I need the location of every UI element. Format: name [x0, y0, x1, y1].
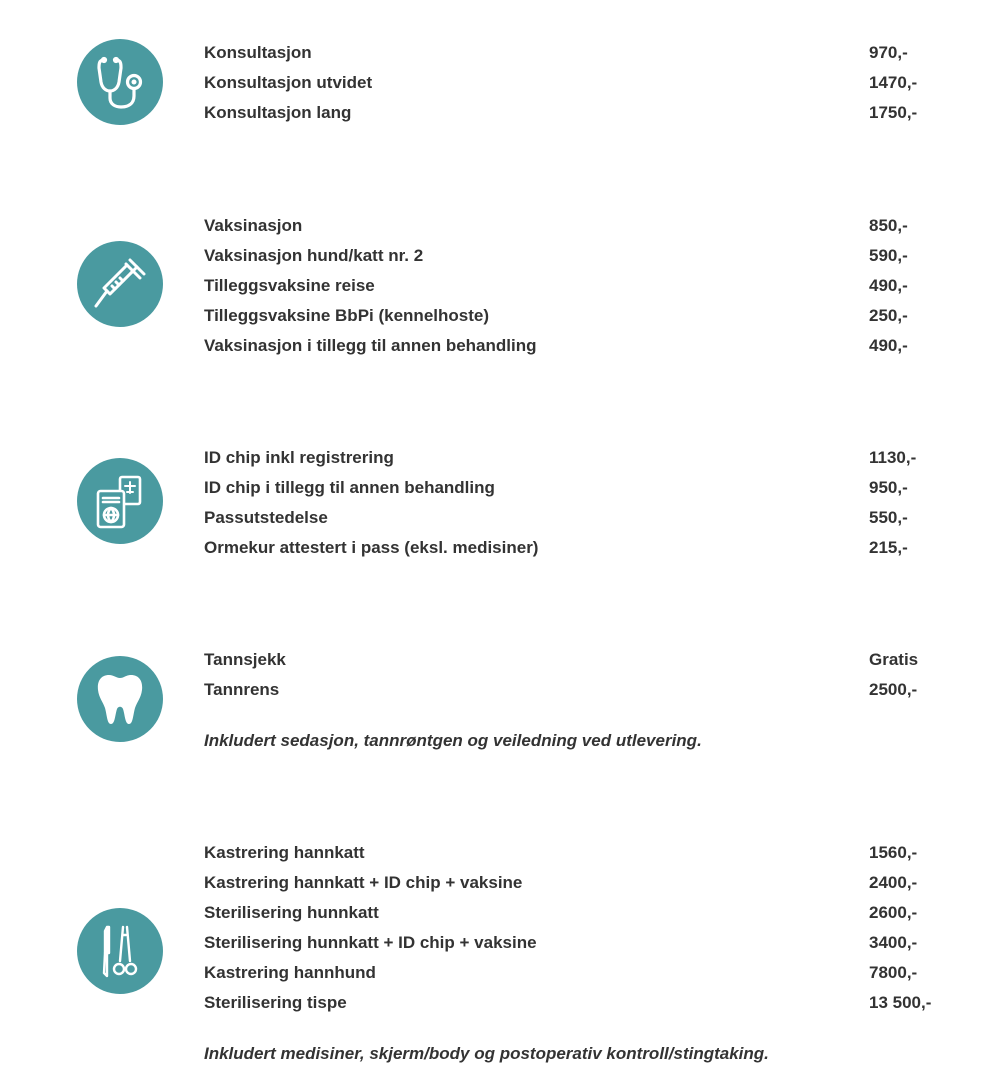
service-label: Passutstedelse	[204, 508, 328, 527]
price-row	[204, 928, 964, 958]
price-row	[204, 958, 964, 988]
section-note: Inkludert medisiner, skjerm/body og postoperativ kontroll/stingtaking.	[204, 1044, 769, 1063]
service-label: Ormekur attestert i pass (eksl. medisiner)	[204, 538, 539, 557]
price-row	[204, 473, 964, 503]
service-price: 7800,-	[869, 963, 918, 982]
passport-icon	[77, 458, 163, 544]
service-label: Tilleggsvaksine reise	[204, 276, 375, 295]
service-price: 1130,-	[869, 448, 917, 467]
service-price: 2600,-	[869, 903, 918, 922]
service-price: 250,-	[869, 306, 908, 325]
service-label: Kastrering hannkatt	[204, 843, 365, 862]
price-row	[204, 443, 964, 473]
service-label: Kastrering hannhund	[204, 963, 376, 982]
service-label: Vaksinasjon hund/katt nr. 2	[204, 246, 424, 265]
service-label: Sterilisering tispe	[204, 993, 347, 1012]
price-row	[204, 301, 964, 331]
price-row	[204, 898, 964, 928]
price-row	[204, 868, 964, 898]
price-row	[204, 645, 964, 675]
service-label: Tannsjekk	[204, 650, 286, 669]
service-label: ID chip inkl registrering	[204, 448, 394, 467]
service-price: 1470,-	[869, 73, 918, 92]
price-row	[204, 533, 964, 563]
service-label: Tannrens	[204, 680, 280, 699]
service-price: 550,-	[869, 508, 908, 527]
price-row	[204, 241, 964, 271]
price-row	[204, 98, 964, 128]
price-row	[204, 271, 964, 301]
price-row	[204, 331, 964, 361]
service-price: 490,-	[869, 276, 908, 295]
service-price: 490,-	[869, 336, 908, 355]
service-label: Konsultasjon lang	[204, 103, 352, 122]
price-row	[204, 211, 964, 241]
service-price: 2400,-	[869, 873, 918, 892]
service-label: ID chip i tillegg til annen behandling	[204, 478, 495, 497]
stethoscope-icon	[77, 39, 163, 125]
price-row	[204, 503, 964, 533]
service-label: Vaksinasjon i tillegg til annen behandling	[204, 336, 537, 355]
service-label: Kastrering hannkatt + ID chip + vaksine	[204, 873, 523, 892]
service-price: 2500,-	[869, 680, 918, 699]
service-label: Vaksinasjon	[204, 216, 303, 235]
syringe-icon	[77, 241, 163, 327]
tooth-icon	[77, 656, 163, 742]
surgical-tools-icon	[77, 908, 163, 994]
price-row	[204, 38, 964, 68]
service-price: 950,-	[869, 478, 908, 497]
price-row	[204, 675, 964, 705]
service-price: 1560,-	[869, 843, 918, 862]
service-price: 13 500,-	[869, 993, 932, 1012]
price-row	[204, 68, 964, 98]
service-label: Sterilisering hunnkatt	[204, 903, 379, 922]
service-price: 1750,-	[869, 103, 918, 122]
service-price: 970,-	[869, 43, 908, 62]
service-label: Sterilisering hunnkatt + ID chip + vaksine	[204, 933, 537, 952]
price-row	[204, 988, 964, 1018]
service-label: Konsultasjon	[204, 43, 312, 62]
service-label: Tilleggsvaksine BbPi (kennelhoste)	[204, 306, 489, 325]
service-price: 590,-	[869, 246, 908, 265]
section-note: Inkludert sedasjon, tannrøntgen og veiledning ved utlevering.	[204, 731, 702, 750]
price-row	[204, 838, 964, 868]
service-price: Gratis	[869, 650, 919, 669]
service-price: 215,-	[869, 538, 908, 557]
service-label: Konsultasjon utvidet	[204, 73, 373, 92]
service-price: 850,-	[869, 216, 908, 235]
service-price: 3400,-	[869, 933, 918, 952]
